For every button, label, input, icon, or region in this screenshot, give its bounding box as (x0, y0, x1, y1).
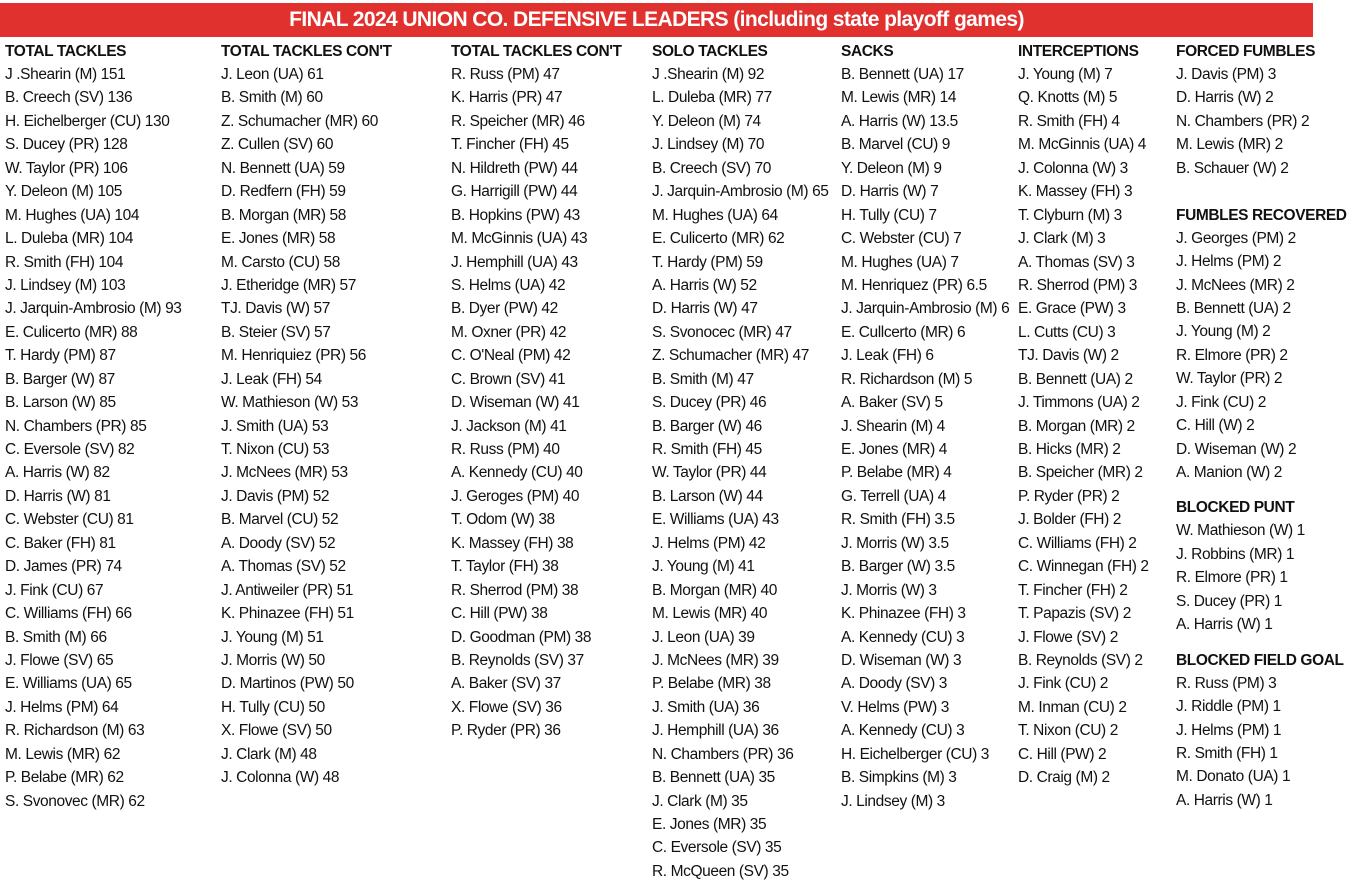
total-tackles-cont-2-title: TOTAL TACKLES CON'T (451, 43, 622, 60)
leader-entry: E. Cullcerto (MR) 6 (841, 323, 966, 341)
leader-entry: P. Ryder (PR) 2 (1018, 487, 1120, 505)
leader-entry: J. Flowe (SV) 2 (1018, 628, 1118, 646)
leader-entry: M. Lewis (MR) 14 (841, 89, 957, 107)
leader-entry: J. Antiweiler (PR) 51 (221, 581, 354, 599)
leader-entry: C. Williams (FH) 2 (1018, 534, 1137, 552)
leader-entry: R. Russ (PM) 3 (1176, 674, 1277, 692)
leader-entry: B. Larson (W) 85 (5, 394, 116, 412)
leader-entry: N. Chambers (PR) 2 (1176, 112, 1310, 130)
leader-entry: M. Donato (UA) 1 (1176, 768, 1291, 786)
leader-entry: P. Ryder (PR) 36 (451, 722, 561, 740)
leader-entry: E. Jones (MR) 4 (841, 441, 947, 458)
leader-entry: E. Jones (MR) 35 (652, 816, 767, 833)
leader-entry: J. Fink (CU) 2 (1176, 393, 1266, 411)
leader-entry: D. Harris (W) 81 (5, 487, 111, 505)
leader-entry: J. Smith (UA) 53 (221, 417, 329, 435)
leader-entry: D. Craig (M) 2 (1018, 769, 1110, 787)
leader-entry: L. Cutts (CU) 3 (1018, 323, 1116, 341)
leader-entry: TJ. Davis (W) 2 (1018, 347, 1119, 365)
leader-entry: J. Jarquin-Ambrosio (M) 6 (841, 300, 1010, 318)
leader-entry: C. Winnegan (FH) 2 (1018, 558, 1149, 576)
leader-entry: R. Speicher (MR) 46 (451, 112, 585, 130)
leader-entry: B. Marvel (CU) 9 (841, 136, 951, 154)
leader-entry: D. Martinos (PW) 50 (221, 675, 354, 693)
leader-entry: B. Schauer (W) 2 (1176, 159, 1289, 177)
leader-entry: J. Clark (M) 35 (652, 792, 748, 810)
leader-entry: V. Helms (PW) 3 (841, 698, 949, 716)
leader-entry: B. Barger (W) 87 (5, 370, 115, 388)
leader-entry: J. Morris (W) 50 (221, 651, 325, 669)
leader-entry: K. Massey (FH) 3 (1018, 183, 1133, 201)
leader-entry: B. Barger (W) 46 (652, 417, 762, 435)
sacks-title: SACKS (841, 43, 894, 60)
leader-entry: P. Belabe (MR) 38 (652, 675, 771, 693)
leader-entry: H. Eichelberger (CU) 3 (841, 745, 989, 763)
leader-entry: E. Jones (MR) 58 (221, 230, 336, 248)
leader-entry: P. Belabe (MR) 4 (841, 464, 952, 482)
leader-entry: J. Etheridge (MR) 57 (221, 276, 356, 294)
leader-entry: J. Hemphill (UA) 36 (652, 722, 779, 740)
leader-entry: K. Phinazee (FH) 3 (841, 605, 966, 623)
leader-entry: H. Tully (CU) 7 (841, 206, 937, 224)
leader-entry: J. Leon (UA) 39 (652, 628, 755, 646)
leader-entry: S. Svonovec (MR) 62 (5, 792, 145, 810)
leader-entry: M. Carsto (CU) 58 (221, 253, 340, 271)
leader-entry: D. Wiseman (W) 41 (451, 394, 580, 412)
leader-entry: B. Marvel (CU) 52 (221, 511, 339, 529)
leader-entry: P. Belabe (MR) 62 (5, 769, 124, 787)
leader-entry: E. Culicerto (MR) 88 (5, 323, 138, 341)
leader-entry: E. Williams (UA) 65 (5, 675, 132, 693)
leader-entry: C. Baker (FH) 81 (5, 534, 116, 552)
leader-entry: Z. Schumacher (MR) 47 (652, 347, 809, 365)
column-total-tackles (5, 40, 182, 813)
leader-entry: J. Young (M) 51 (221, 628, 324, 646)
leader-entry: B. Barger (W) 3.5 (841, 558, 955, 576)
leader-entry: B. Morgan (MR) 40 (652, 581, 777, 599)
column-special-teams (1176, 40, 1347, 812)
leader-entry: J. Clark (M) 3 (1018, 230, 1106, 248)
leader-entry: R. Russ (PM) 47 (451, 66, 560, 83)
leader-entry: Z. Schumacher (MR) 60 (221, 112, 378, 130)
leader-entry: B. Simpkins (M) 3 (841, 769, 957, 787)
leader-entry: J. Smith (UA) 36 (652, 698, 760, 716)
leader-entry: Z. Cullen (SV) 60 (221, 136, 334, 154)
leader-entry: T. Fincher (FH) 2 (1018, 581, 1128, 599)
leader-entry: Q. Knotts (M) 5 (1018, 89, 1118, 107)
leader-entry: B. Smith (M) 47 (652, 370, 754, 388)
leader-entry: J. Leak (FH) 6 (841, 347, 934, 365)
leader-entry: E. Williams (UA) 43 (652, 511, 779, 529)
leader-entry: C. Hill (PW) 38 (451, 605, 548, 623)
leader-entry: B. Bennett (UA) 17 (841, 66, 964, 83)
leader-entry: J. Morris (W) 3 (841, 581, 937, 599)
leader-entry: L. Duleba (MR) 104 (5, 230, 134, 248)
leader-entry: T. Odom (W) 38 (451, 511, 555, 529)
leader-entry: C. Williams (FH) 66 (5, 605, 132, 623)
leader-entry: T. Nixon (CU) 2 (1018, 722, 1118, 740)
leader-entry: D. James (PR) 74 (5, 558, 122, 576)
leader-entry: R. Richardson (M) 63 (5, 722, 145, 740)
leader-entry: R. Smith (FH) 4 (1018, 112, 1120, 130)
leader-entry: J. Leon (UA) 61 (221, 66, 324, 83)
leader-entry: S. Ducey (PR) 1 (1176, 592, 1282, 610)
leader-entry: R. Sherrod (PM) 3 (1018, 276, 1137, 294)
leader-entry: D. Wiseman (W) 2 (1176, 440, 1297, 458)
leader-entry: T. Nixon (CU) 53 (221, 441, 330, 458)
leader-entry: J. Davis (PM) 3 (1176, 66, 1276, 83)
blocked-punt-title: BLOCKED PUNT (1176, 499, 1295, 517)
leader-entry: J. Clark (M) 48 (221, 745, 317, 763)
leader-entry: C. O'Neal (PM) 42 (451, 347, 571, 365)
leader-entry: J. Hemphill (UA) 43 (451, 253, 578, 271)
leader-entry: J. Helms (PM) 42 (652, 534, 766, 552)
leader-entry: J. Leak (FH) 54 (221, 370, 322, 388)
fumbles-recovered-title: FUMBLES RECOVERED (1176, 206, 1347, 224)
leader-entry: M. Inman (CU) 2 (1018, 698, 1127, 716)
leader-entry: M. Lewis (MR) 62 (5, 745, 121, 763)
leader-entry: R. McQueen (SV) 35 (652, 862, 789, 880)
leader-entry: S. Ducey (PR) 46 (652, 394, 767, 412)
leader-entry: N. Hildreth (PW) 44 (451, 159, 578, 177)
leader-entry: J. Helms (PM) 2 (1176, 253, 1282, 271)
leader-entry: B. Creech (SV) 136 (5, 89, 133, 107)
leader-entry: D. Redfern (FH) 59 (221, 183, 346, 201)
leader-entry: W. Taylor (PR) 44 (652, 464, 767, 482)
leader-entry: J. Young (M) 7 (1018, 66, 1113, 83)
leader-entry: T. Hardy (PM) 59 (652, 253, 763, 271)
column-total-tackles-cont-2 (451, 40, 622, 743)
leader-entry: A. Baker (SV) 37 (451, 675, 561, 693)
leader-entry: E. Grace (PW) 3 (1018, 300, 1126, 318)
leader-entry: J. Fink (CU) 2 (1018, 675, 1108, 693)
leader-entry: M. Hughes (UA) 7 (841, 253, 959, 271)
leader-entry: J. Flowe (SV) 65 (5, 651, 114, 669)
leader-entry: S. Ducey (PR) 128 (5, 136, 128, 154)
total-tackles-title: TOTAL TACKLES (5, 43, 127, 60)
leader-entry: R. Elmore (PR) 2 (1176, 346, 1288, 364)
leader-entry: K. Phinazee (FH) 51 (221, 605, 354, 623)
leader-entry: X. Flowe (SV) 36 (451, 698, 562, 716)
leader-entry: B. Bennett (UA) 2 (1018, 370, 1133, 388)
leader-entry: H. Tully (CU) 50 (221, 698, 325, 716)
leader-entry: J. Young (M) 41 (652, 558, 755, 576)
leader-entry: J. McNees (MR) 39 (652, 651, 779, 669)
leader-entry: M. Henriquiez (PR) 56 (221, 347, 366, 365)
leader-entry: J. Davis (PM) 52 (221, 487, 330, 505)
leader-entry: J. Jarquin-Ambrosio (M) 65 (652, 183, 829, 201)
blocked-punt-list (1176, 519, 1347, 636)
leader-entry: M. Hughes (UA) 104 (5, 206, 140, 224)
leader-entry: A. Kennedy (CU) 3 (841, 722, 965, 740)
leader-entry: TJ. Davis (W) 57 (221, 300, 330, 318)
leader-entry: B. Steier (SV) 57 (221, 323, 331, 341)
blocked-field-goal-list (1176, 672, 1347, 813)
leader-entry: D. Goodman (PM) 38 (451, 628, 592, 646)
leader-entry: W. Mathieson (W) 1 (1176, 522, 1305, 540)
leader-entry: J. Jackson (M) 41 (451, 417, 567, 435)
leader-entry: J. Lindsey (M) 3 (841, 792, 945, 810)
leader-entry: R. Richardson (M) 5 (841, 370, 973, 388)
leader-entry: B. Speicher (MR) 2 (1018, 464, 1143, 482)
blocked-field-goal-title: BLOCKED FIELD GOAL (1176, 651, 1344, 669)
leader-entry: B. Smith (M) 60 (221, 89, 323, 107)
leader-entry: B. Morgan (MR) 2 (1018, 417, 1135, 435)
leader-entry: M. McGinnis (UA) 4 (1018, 136, 1147, 154)
leader-entry: J .Shearin (M) 151 (5, 66, 126, 83)
leader-entry: B. Morgan (MR) 58 (221, 206, 346, 224)
leader-entry: R. Smith (FH) 1 (1176, 744, 1278, 762)
leader-entry: T. Taylor (FH) 38 (451, 558, 559, 576)
leader-entry: B. Bennett (UA) 35 (652, 769, 775, 787)
leader-entry: M. Lewis (MR) 2 (1176, 136, 1283, 154)
leader-entry: J. Lindsey (M) 70 (652, 136, 765, 154)
leader-entry: A. Harris (W) 82 (5, 464, 110, 482)
leader-entry: B. Bennett (UA) 2 (1176, 299, 1291, 317)
leader-entry: M. Hughes (UA) 64 (652, 206, 778, 224)
leader-entry: B. Reynolds (SV) 2 (1018, 651, 1143, 669)
leader-entry: A. Harris (W) 1 (1176, 791, 1273, 809)
leader-entry: J. Shearin (M) 4 (841, 417, 945, 435)
leader-entry: J. Geroges (PM) 40 (451, 487, 580, 505)
leader-entry: J. McNees (MR) 53 (221, 464, 348, 482)
leader-entry: W. Mathieson (W) 53 (221, 394, 359, 412)
leader-entry: T. Fincher (FH) 45 (451, 136, 569, 154)
leader-entry: C. Eversole (SV) 35 (652, 839, 782, 857)
leader-entry: K. Harris (PR) 47 (451, 89, 563, 107)
interceptions-title: INTERCEPTIONS (1018, 43, 1139, 60)
leader-entry: T. Hardy (PM) 87 (5, 347, 116, 365)
leader-entry: D. Wiseman (W) 3 (841, 651, 962, 669)
leader-entry: J. Young (M) 2 (1176, 323, 1271, 341)
leader-entry: E. Culicerto (MR) 62 (652, 230, 785, 248)
leader-entry: R. Sherrod (PM) 38 (451, 581, 579, 599)
column-interceptions (1018, 40, 1149, 790)
leader-entry: C. Hill (W) 2 (1176, 417, 1255, 435)
leader-entry: J .Shearin (M) 92 (652, 66, 765, 83)
leader-entry: B. Smith (M) 66 (5, 628, 107, 646)
leader-entry: C. Eversole (SV) 82 (5, 441, 135, 458)
leader-entry: J. Helms (PM) 1 (1176, 721, 1282, 739)
leader-entry: G. Terrell (UA) 4 (841, 487, 946, 505)
leader-entry: R. Smith (FH) 104 (5, 253, 124, 271)
leader-entry: Y. Deleon (M) 74 (652, 112, 761, 130)
column-solo-tackles (652, 40, 829, 883)
leader-entry: A. Harris (W) 13.5 (841, 112, 958, 130)
leader-entry: W. Taylor (PR) 2 (1176, 370, 1283, 388)
solo-tackles-title: SOLO TACKLES (652, 43, 768, 60)
leader-entry: D. Harris (W) 2 (1176, 89, 1274, 107)
leader-entry: M. Lewis (MR) 40 (652, 605, 768, 623)
leader-entry: L. Duleba (MR) 77 (652, 89, 772, 107)
leader-entry: M. McGinnis (UA) 43 (451, 230, 588, 248)
leader-entry: T. Clyburn (M) 3 (1018, 206, 1122, 224)
forced-fumbles-title: FORCED FUMBLES (1176, 43, 1316, 60)
leader-entry: M. Henriquez (PR) 6.5 (841, 276, 987, 294)
page-banner: FINAL 2024 UNION CO. DEFENSIVE LEADERS (including state playoff games) (0, 3, 1313, 37)
leader-entry: A. Doody (SV) 52 (221, 534, 336, 552)
leader-entry: G. Harrigill (PW) 44 (451, 183, 578, 201)
leader-entry: J. Jarquin-Ambrosio (M) 93 (5, 300, 182, 318)
leader-entry: N. Bennett (UA) 59 (221, 159, 345, 177)
leader-entry: A. Doody (SV) 3 (841, 675, 947, 693)
leader-entry: R. Smith (FH) 45 (652, 441, 762, 458)
leader-entry: R. Smith (FH) 3.5 (841, 511, 955, 529)
total-tackles-cont-1-title: TOTAL TACKLES CON'T (221, 43, 392, 60)
leader-entry: A. Harris (W) 1 (1176, 616, 1273, 634)
leader-entry: S. Svonocec (MR) 47 (652, 323, 792, 341)
column-sacks (841, 40, 1009, 813)
leader-entry: A. Kennedy (CU) 40 (451, 464, 583, 482)
leader-entry: X. Flowe (SV) 50 (221, 722, 332, 740)
leader-entry: D. Harris (W) 7 (841, 183, 939, 201)
leader-entry: H. Eichelberger (CU) 130 (5, 112, 170, 130)
leader-entry: J. Georges (PM) 2 (1176, 229, 1296, 247)
leader-entry: J. Timmons (UA) 2 (1018, 394, 1140, 412)
leader-entry: B. Creech (SV) 70 (652, 159, 771, 177)
leader-entry: J. Lindsey (M) 103 (5, 276, 126, 294)
fumbles-recovered-list (1176, 227, 1347, 485)
leader-entry: B. Dyer (PW) 42 (451, 300, 558, 318)
leader-entry: B. Hopkins (PW) 43 (451, 206, 580, 224)
column-total-tackles-cont-1 (221, 40, 392, 790)
leader-entry: A. Manion (W) 2 (1176, 464, 1282, 481)
leader-entry: T. Papazis (SV) 2 (1018, 605, 1131, 623)
leader-entry: J. Fink (CU) 67 (5, 581, 104, 599)
leader-entry: J. Colonna (W) 3 (1018, 159, 1128, 177)
leader-entry: W. Taylor (PR) 106 (5, 159, 128, 177)
leader-entry: J. Helms (PM) 64 (5, 698, 119, 716)
leader-entry: B. Hicks (MR) 2 (1018, 441, 1121, 458)
leader-entry: A. Thomas (SV) 52 (221, 558, 346, 576)
leader-entry: M. Oxner (PR) 42 (451, 323, 567, 341)
leader-entry: N. Chambers (PR) 85 (5, 417, 147, 435)
leader-entry: D. Harris (W) 47 (652, 300, 758, 318)
leader-entry: C. Hill (PW) 2 (1018, 745, 1107, 763)
leader-entry: S. Helms (UA) 42 (451, 276, 566, 294)
leader-entry: J. Morris (W) 3.5 (841, 534, 949, 552)
leader-entry: C. Webster (CU) 81 (5, 511, 134, 529)
leader-entry: A. Baker (SV) 5 (841, 394, 943, 412)
leader-entry: R. Russ (PM) 40 (451, 441, 560, 458)
leader-entry: B. Larson (W) 44 (652, 487, 763, 505)
leader-entry: J. Bolder (FH) 2 (1018, 511, 1121, 529)
leader-entry: J. McNees (MR) 2 (1176, 276, 1295, 294)
leader-entry: J. Colonna (W) 48 (221, 769, 340, 787)
leader-entry: J. Riddle (PM) 1 (1176, 698, 1281, 716)
leader-entry: K. Massey (FH) 38 (451, 534, 574, 552)
leader-entry: B. Reynolds (SV) 37 (451, 651, 584, 669)
leader-entry: C. Webster (CU) 7 (841, 230, 962, 248)
leader-entry: Y. Deleon (M) 105 (5, 183, 122, 201)
leader-entry: A. Harris (W) 52 (652, 276, 757, 294)
leader-entry: C. Brown (SV) 41 (451, 370, 566, 388)
leader-entry: N. Chambers (PR) 36 (652, 745, 794, 763)
leader-entry: Y. Deleon (M) 9 (841, 159, 942, 177)
leader-entry: A. Kennedy (CU) 3 (841, 628, 965, 646)
leader-entry: A. Thomas (SV) 3 (1018, 253, 1135, 271)
forced-fumbles-list (1176, 63, 1347, 180)
leader-entry: J. Robbins (MR) 1 (1176, 545, 1295, 563)
leader-entry: R. Elmore (PR) 1 (1176, 569, 1288, 587)
